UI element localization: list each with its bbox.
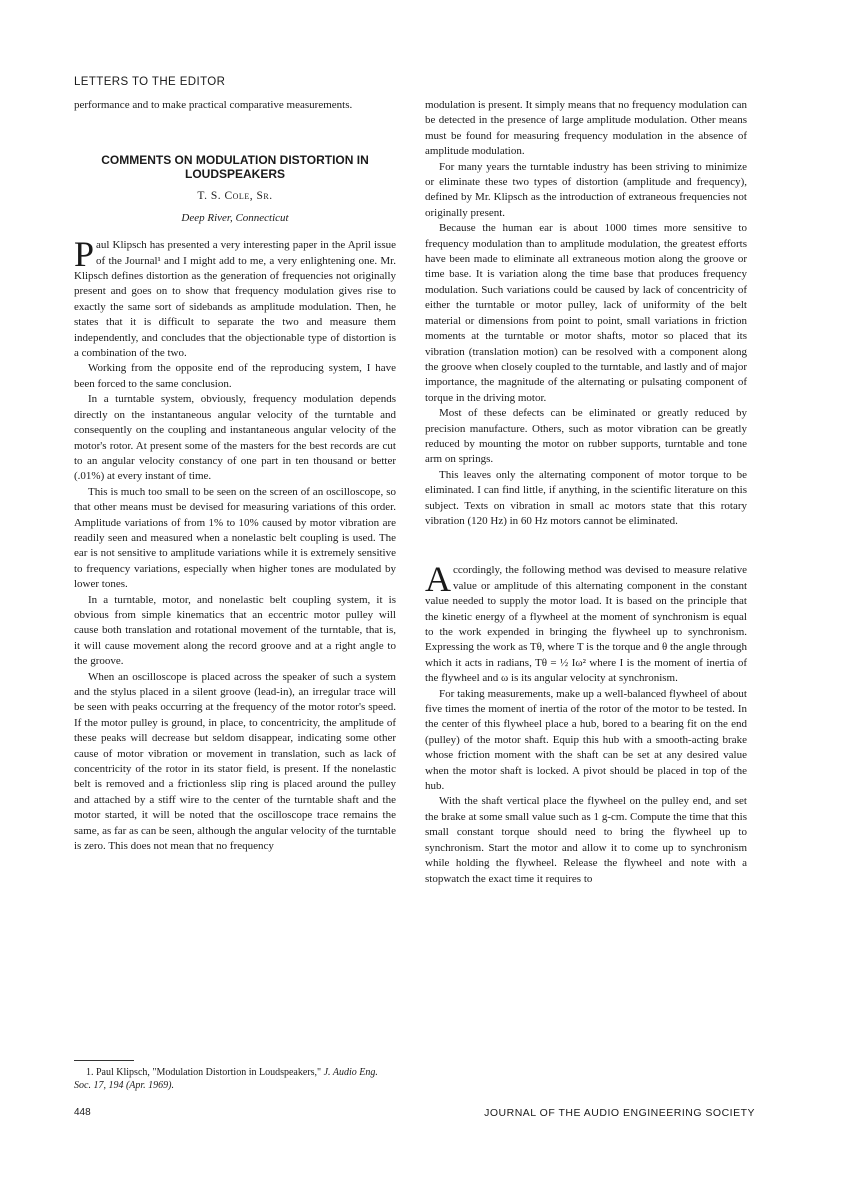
left-column [74,98,396,854]
paragraph: In a turntable system, obviously, frequency modulation depends directly on the instantaneous angular velocity of the turntable and consequently on the coupling and instantaneous angular velocity of the motor's rotor. At present some of the masters for the best records are cut to an angular velocity constancy of one part in ten thousand or better (.01%) at every instant of time. [74,393,396,483]
right-column [425,98,747,887]
paragraph: In a turntable, motor, and nonelastic belt coupling system, it is obvious from simple kinematics that an eccentric motor pulley will cause both translation and rotational movement of the turntable, that is, it will cause movement along the record groove and at a right angle to the groove. [74,593,396,668]
footnote-rule [74,1060,134,1061]
author: T. S. Cole, Sr. [197,190,273,203]
paragraph: modulation is present. It simply means that no frequency modulation can be detected in the presence of large amplitude modulation. Other means must be found for measuring frequency modulation in the absence of amplitude modulation. [425,99,747,158]
footnote [74,1066,396,1092]
running-head: LETTERS TO THE EDITOR [74,76,226,88]
paragraph: Working from the opposite end of the reproducing system, I have been forced to the same conclusion. [74,362,396,390]
paragraph: For many years the turntable industry has been striving to minimize or eliminate these two types of distortion (amplitude and frequency), defined by Mr. Klipsch as the introduction of extraneous frequencies not originally present. [425,160,747,219]
paragraph: Because the human ear is about 1000 times more sensitive to frequency modulation than to amplitude modulation, the greatest efforts have been made to eliminate all extraneous motion along the groove or time base. It is variation along the time base that produces frequency modulation. Such variations could be caused by lack of concentricity of either the turntable or motor pulley, lack of uniformity of the belt material or dimensions from point to point, small variations in friction moments at the turntable or motor shafts, motor so placed that its vibration (translation motion) can be resolved with a component along the groove when closely coupled to the turntable, and lastly and of major importance, the magnitude of the alternating or pulsating component of torque in the driving motor. [425,222,747,404]
footnote-text: Paul Klipsch, "Modulation Distortion in Loudspeakers," [96,1067,322,1078]
affiliation: Deep River, Connecticut [181,211,289,224]
paragraph: This is much too small to be seen on the screen of an oscilloscope, so that other means must be devised for measuring variations of this order. Amplitude variations of from 1% to 10% caused by motor vibration are readily seen and measured when a nonelastic belt coupling is used. The ear is not sensitive to amplitude variations while it is extremely sensitive to frequency variations, especially when higher tones are modulated by lower tones. [74,485,396,591]
paragraph: Most of these defects can be eliminated or greatly reduced by precision manufacture. Others, such as motor vibration can be greatly reduced by mounting the motor on rubber supports, turntable and tone arm on springs. [425,407,747,466]
paragraph: When an oscilloscope is placed across the speaker of such a system and the stylus placed in a silent groove (lead-in), an irregular trace will be seen with peaks occurring at the frequency of the motor rotor's speed. If the motor pulley is ground, in place, to concentricity, the amplitude of these peaks will decrease but seldom disappear, indicating some other cause of motor vibration or movement in translation, such as lack of concentricity of the rotor in its stator field, is present. If the nonelastic belt is removed and a frictionless slip ring is placed around the pulley and attached by a stiff wire to the center of the turntable shaft and the motor started, it will be noted that the oscilloscope trace remains the same, as far as can be seen, although the angular velocity of the turntable is zero. This does not mean that no frequency [74,670,396,853]
paragraph: Accordingly, the following method was devised to measure relative value or amplitude of this alternating component in the constant value needed to supply the motor load. It is based on the principle that the kinetic energy of a flywheel at the moment of synchronism is equal to the work expended in bringing the flywheel up to synchronism. Expressing the work as Tθ, where T is the torque and θ the angle through which it acts in radians, Tθ = ½ Iω² where I is the moment of inertia of the flywheel and ω is its angular velocity at synchronism. [425,559,747,685]
paragraph: With the shaft vertical place the flywheel on the pulley end, and set the brake at some small value such as 1 g-cm. Compute the time that this small constant torque should need to bring the flywheel up to synchronism. Start the motor and allow it to come up to synchronism while holding the flywheel. Release the flywheel and note with a stopwatch the exact time it requires to [425,795,747,885]
page-number: 448 [74,1107,91,1118]
footnote-citation: J. Audio Eng. Soc. 17, 194 (Apr. 1969). [74,1067,378,1091]
footnote-number: 1. [86,1067,94,1078]
paragraph: For taking measurements, make up a well-balanced flywheel of about five times the moment of inertia of the rotor of the motor to be tested. In the center of this flywheel place a hub, bored to a bearing fit on the end (pulley) of the motor shaft. Equip this hub with a smooth-acting brake whose friction moment with the shaft can be set at any desired value when the motor shaft is locked. A pivot should be placed in top of the hub. [425,687,747,793]
journal-name: JOURNAL OF THE AUDIO ENGINEERING SOCIETY [484,1107,755,1119]
paragraph: This leaves only the alternating component of motor torque to be eliminated. I can find little, if anything, in the scientific literature on this subject. Texts on vibration in small ac motors state that this rotary vibration (120 Hz) in 60 Hz motors cannot be eliminated. [425,468,747,527]
section-gap [425,529,747,563]
paragraph: Paul Klipsch has presented a very interesting paper in the April issue of the Journal¹ and I might add to me, a very enlightening one. Mr. Klipsch defines distortion as the generation of frequencies not originally present and goes on to show that frequency modulation gives rise to exactly the same sort of sidebands as amplitude modulation. Then, he states that it is difficult to separate the two and measure them independently, and concludes that the objectionable type of distortion is a combination of the two. [74,234,396,360]
article-title: COMMENTS ON MODULATION DISTORTION IN LOUDSPEAKERS [101,153,369,182]
preceding-text: performance and to make practical comparative measurements. [74,99,353,111]
